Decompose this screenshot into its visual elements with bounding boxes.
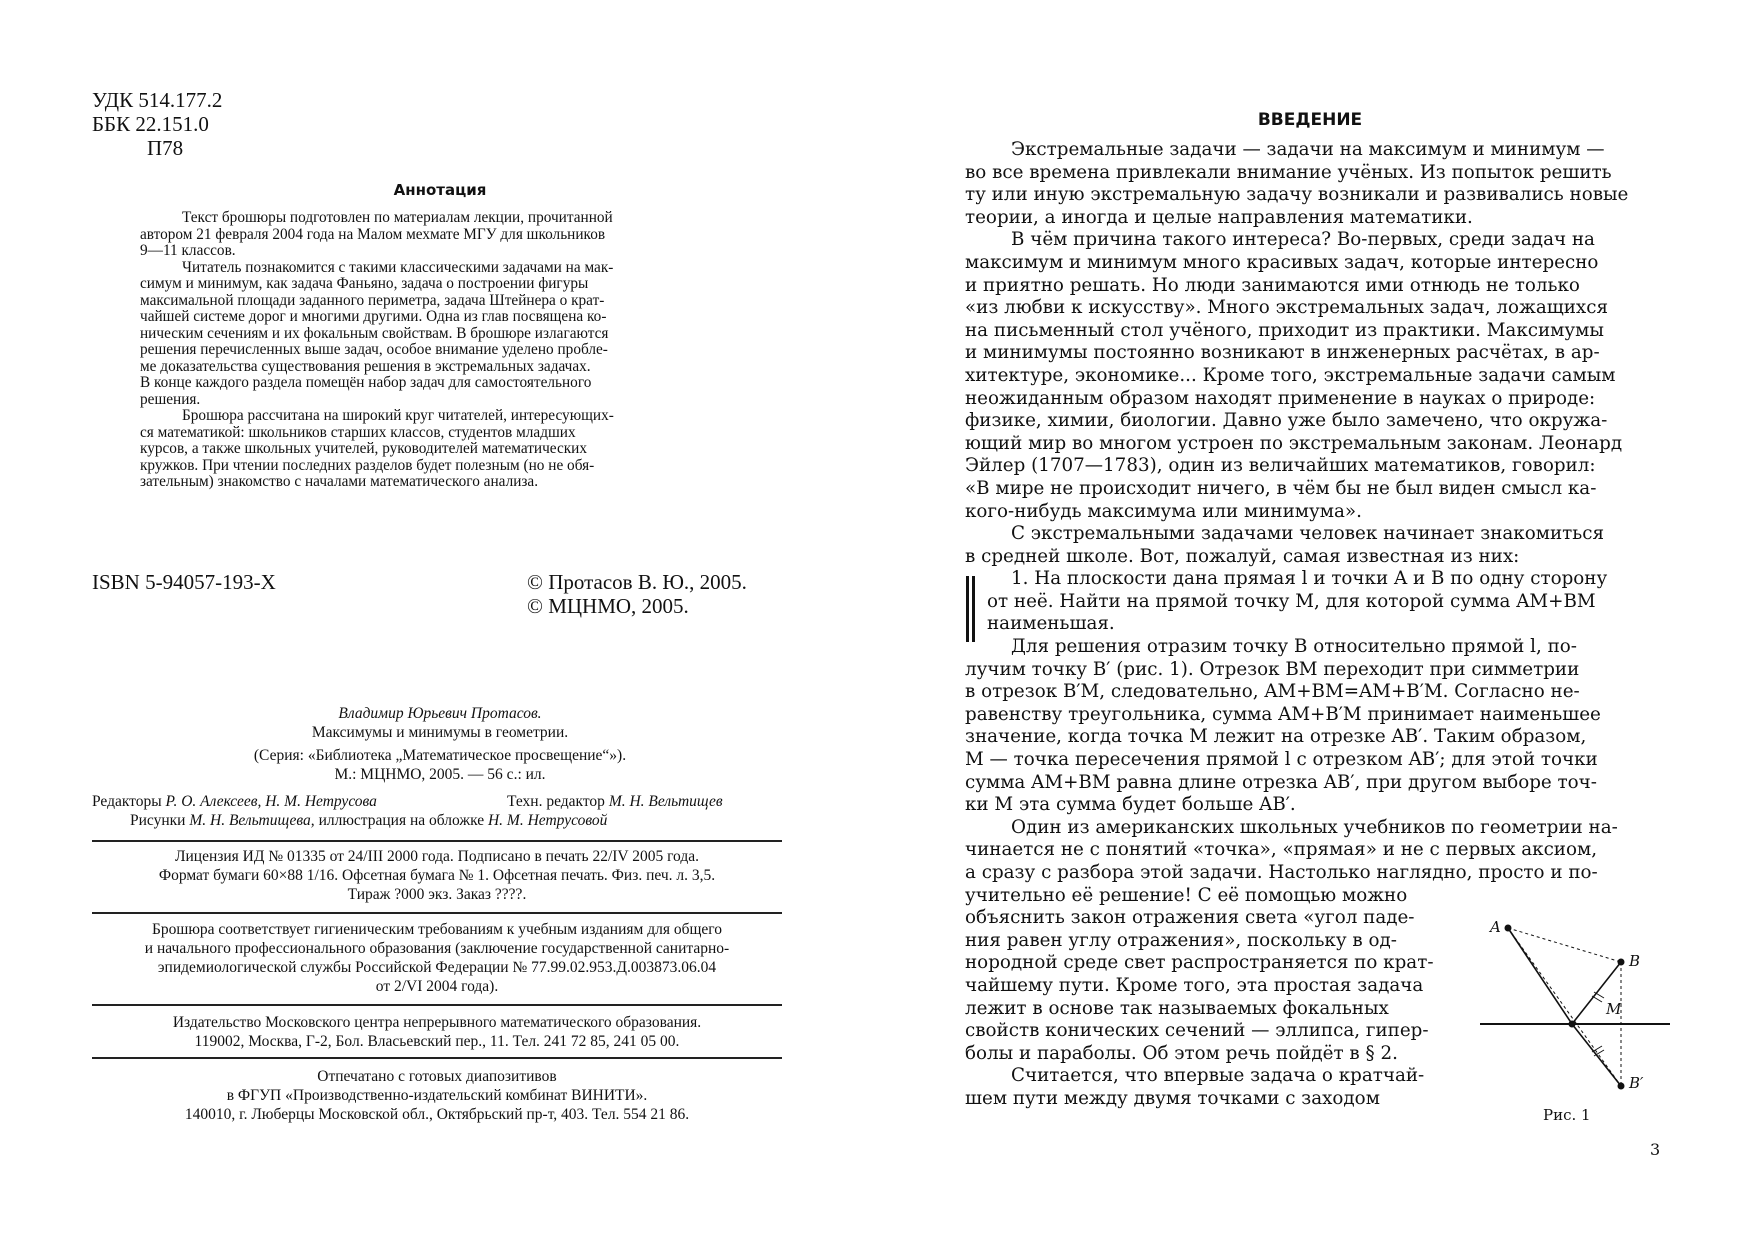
text-line: ния равен углу отражения», поскольку в од- (965, 929, 1397, 951)
divider (92, 840, 782, 842)
text-line: С экстремальными задачами человек начинает знакомиться (1011, 523, 1604, 545)
annotation-line: В конце каждого раздела помещён набор задач для самостоятельного (140, 374, 592, 391)
annotation-line: Читатель познакомится с такими классическими задачами на мак- (182, 258, 614, 276)
text-line: на письменный стол учёного, приходит из практики. Максимумы (965, 319, 1604, 341)
text-line: В чём причина такого интереса? Во-первых, среди задач на (1011, 229, 1595, 251)
annotation-line: решения. (140, 390, 201, 408)
text-line: Для решения отразим точку B относительно прямой l, по- (1011, 636, 1577, 658)
problem-line: от неё. Найти на прямой точку M, для которой сумма AM+BM (987, 590, 1596, 612)
editors (92, 793, 377, 811)
license-block (92, 847, 782, 904)
annotation-line: ме доказательства существования решения в экстремальных задачах. (140, 357, 591, 375)
text-line: Эйлер (1707—1783), один из величайших математиков, говорил: (965, 455, 1596, 477)
tech-editor-name: М. Н. Вельтищев (608, 793, 723, 810)
editors-label: Редакторы (92, 793, 162, 810)
text-line: болы и параболы. Об этом речь пойдёт в § 2. (965, 1042, 1398, 1064)
hygiene-line: от 2/VI 2004 года). (375, 978, 499, 995)
text-line: сумма AM+BM равна длине отрезка AB′, при другом выборе точ- (965, 771, 1597, 793)
point-b (1618, 959, 1625, 966)
text-line: в средней школе. Вот, пожалуй, самая известная из них: (965, 545, 1520, 567)
annotation-text (140, 210, 614, 491)
text-line: значение, когда точка M лежит на отрезке AB′. Таким образом, (965, 726, 1587, 748)
text-line: ки M эта сумма будет больше AB′. (965, 794, 1296, 816)
annotation-line: максимальной площади заданного периметра, задача Штейнера о крат- (140, 291, 605, 309)
text-line: и приятно решать. Но люди занимаются ими отнюдь не только (965, 274, 1580, 296)
text-line: чайшему пути. Кроме того, эта простая задача (965, 974, 1424, 996)
annotation-title: Аннотация (393, 181, 487, 199)
label-b-prime: B′ (1629, 1074, 1644, 1092)
text-line: максимум и минимум много красивых задач, которые интересно (965, 251, 1599, 273)
annotation-line: автором 21 февраля 2004 года на Малом мехмате МГУ для школьников (140, 225, 606, 243)
publisher-info (92, 1013, 782, 1051)
text-line: ту или иную экстремальную задачу возникали и развивались новые (965, 184, 1629, 206)
label-a: A (1490, 918, 1501, 936)
problem-marker (972, 576, 975, 642)
drawings-credit (130, 812, 607, 830)
dashed-ab-prime (1508, 928, 1621, 1086)
problem-line: наименьшая. (987, 613, 1115, 635)
annotation-line: чайшей системе дорог и многими другими. Одна из глав посвящена ко- (140, 308, 607, 325)
text-line: физике, химии, биологии. Давно уже было замечено, что окружа- (965, 410, 1608, 432)
license-line: Формат бумаги 60×88 1/16. Офсетная бумага № 1. Офсетная печать. Физ. печ. л. 3,5. (158, 867, 716, 884)
copyright-publisher: © МЦНМО, 2005. (527, 594, 689, 618)
cover-label: иллюстрация на обложке (318, 812, 485, 829)
drawings-label: Рисунки (130, 812, 186, 829)
author-name: Владимир Юрьевич Протасов. (338, 705, 542, 722)
copyright-author: © Протасов В. Ю., 2005. (527, 570, 747, 594)
hygiene-line: и начального профессионального образования (заключение государственной санитарно- (144, 940, 730, 957)
book-title: Максимумы и минимумы в геометрии. (311, 724, 569, 741)
annotation-line: ся математикой: школьников старших классов, студентов младших (140, 423, 576, 441)
point-b-prime (1618, 1083, 1625, 1090)
hygiene-line: эпидемиологической службы Российской Федерации № 77.99.02.953.Д.003873.06.04 (157, 959, 717, 976)
annotation-line: курсов, а также школьных учителей, руководителей математических (140, 440, 587, 457)
printer-line: Отпечатано с готовых диапозитивов (317, 1068, 557, 1085)
text-line: теории, а иногда и целые направления математики. (965, 206, 1473, 228)
divider (92, 912, 782, 914)
divider (92, 1057, 782, 1059)
printer-line: 140010, г. Люберцы Московской обл., Октябрьский пр-т, 403. Тел. 554 21 86. (184, 1106, 690, 1123)
editors-names: Р. О. Алексеев, Н. М. Нетрусова (165, 793, 377, 810)
printer-info (92, 1067, 782, 1124)
annotation-line: зательным) знакомство с началами математического анализа. (140, 473, 539, 490)
annotation-line: ническим сечениям и их фокальным свойствам. В брошюре излагаются (140, 324, 609, 342)
problem-marker (966, 576, 969, 642)
text-line: неожиданным образом находят применение в науках о природе: (965, 387, 1596, 409)
text-line: свойств конических сечений — эллипса, гипер- (965, 1020, 1429, 1042)
divider (92, 1004, 782, 1006)
license-line: Тираж ?000 экз. Заказ ????. (347, 886, 527, 903)
problem-line: 1. На плоскости дана прямая l и точки A и B по одну сторону (1011, 568, 1608, 590)
annotation-line: 9—11 классов. (140, 242, 236, 259)
publisher-info-line: 119002, Москва, Г-2, Бол. Власьевский пер., 11. Тел. 241 72 85, 241 05 00. (194, 1033, 680, 1050)
hygiene-block (92, 920, 782, 996)
series: (Серия: «Библиотека „Математическое просвещение“»). (253, 747, 627, 764)
publisher-line: М.: МЦНМО, 2005. — 56 с.: ил. (334, 766, 546, 783)
text-line: чинается не с понятий «точка», «прямая» и не с первых аксиом, (965, 839, 1598, 861)
text-line: в отрезок B′M, следовательно, AM+BM=AM+B′M. Согласно не- (965, 681, 1580, 703)
text-line: учительно её решение! С её помощью можно (965, 884, 1408, 906)
label-m: M (1606, 1000, 1622, 1018)
annotation-line: кружков. При чтении последних разделов будет полезным (но не обя- (140, 456, 595, 474)
copyright-block (527, 570, 747, 618)
text-line: объяснить закон отражения света «угол паде- (965, 907, 1415, 929)
isbn: ISBN 5-94057-193-X (92, 570, 276, 594)
tech-editor (507, 793, 723, 811)
text-line: хитектуре, экономике... Кроме того, экстремальные задачи самым (965, 364, 1616, 386)
figure-1 (1480, 920, 1680, 1100)
tech-editor-label: Техн. редактор (507, 793, 605, 810)
cover-name: Н. М. Нетрусовой (487, 812, 608, 829)
text-line: лучим точку B′ (рис. 1). Отрезок BM переходит при симметрии (965, 658, 1580, 680)
publisher-info-line: Издательство Московского центра непрерывного математического образования. (172, 1014, 702, 1031)
classification-codes (92, 88, 222, 160)
printer-line: в ФГУП «Производственно-издательский комбинат ВИНИТИ». (226, 1087, 648, 1104)
segment-am (1508, 928, 1572, 1024)
annotation-line: решения перечисленных выше задач, особое внимание уделено пробле- (140, 341, 608, 358)
label-b: B (1629, 952, 1641, 970)
author-mark: П78 (147, 136, 184, 160)
page-number: 3 (1650, 1140, 1661, 1159)
text-line: нородной среде свет распространяется по крат- (965, 952, 1434, 974)
bbk-code: ББК 22.151.0 (92, 112, 209, 136)
annotation-line: Брошюра рассчитана на широкий круг читателей, интересующих- (182, 407, 614, 424)
annotation-line: Текст брошюры подготовлен по материалам лекции, прочитанной (182, 209, 613, 226)
tick-mark (1592, 996, 1602, 1002)
imprint-block (160, 704, 720, 784)
figure-caption: Рис. 1 (1543, 1106, 1591, 1124)
text-line: шем пути между двумя точками с заходом (965, 1087, 1380, 1109)
point-m (1569, 1021, 1576, 1028)
text-line: и минимумы постоянно возникают в инженерных расчётах, в ар- (965, 342, 1600, 364)
text-line: ющий мир во многом устроен по экстремальным законам. Леонард (965, 432, 1623, 454)
annotation-line: симум и минимум, как задача Фаньяно, задача о построении фигуры (140, 275, 589, 292)
text-line: во все времена привлекали внимание учёных. Из попыток решить (965, 161, 1612, 183)
license-line: Лицензия ИД № 01335 от 24/III 2000 года. Подписано в печать 22/IV 2005 года. (174, 848, 700, 865)
drawings-name: М. Н. Вельтищева, (189, 812, 315, 829)
text-line: M — точка пересечения прямой l с отрезком AB′; для этой точки (965, 749, 1598, 771)
text-line: Считается, что впервые задача о кратчай- (1011, 1065, 1425, 1087)
text-line: равенству треугольника, сумма AM+B′M принимает наименьшее (965, 703, 1601, 725)
chapter-title: ВВЕДЕНИЕ (1257, 110, 1363, 130)
text-line: «В мире не происходит ничего, в чём бы не был виден смысл ка- (965, 477, 1597, 499)
text-line: Экстремальные задачи — задачи на максимум и минимум — (1011, 139, 1605, 160)
text-line: лежит в основе так называемых фокальных (965, 997, 1389, 1019)
text-line: кого-нибудь максимума или минимума». (965, 500, 1362, 522)
text-line: а сразу с разбора этой задачи. Настолько наглядно, просто и по- (965, 862, 1598, 883)
point-a (1505, 925, 1512, 932)
hygiene-line: Брошюра соответствует гигиеническим требованиям к учебным изданиям для общего (151, 921, 723, 938)
text-line: Один из американских школьных учебников по геометрии на- (1011, 816, 1618, 838)
dashed-ab (1508, 928, 1621, 962)
text-line: «из любви к искусству». Много экстремальных задач, ложащихся (965, 297, 1608, 319)
udk-code: УДК 514.177.2 (92, 88, 223, 112)
